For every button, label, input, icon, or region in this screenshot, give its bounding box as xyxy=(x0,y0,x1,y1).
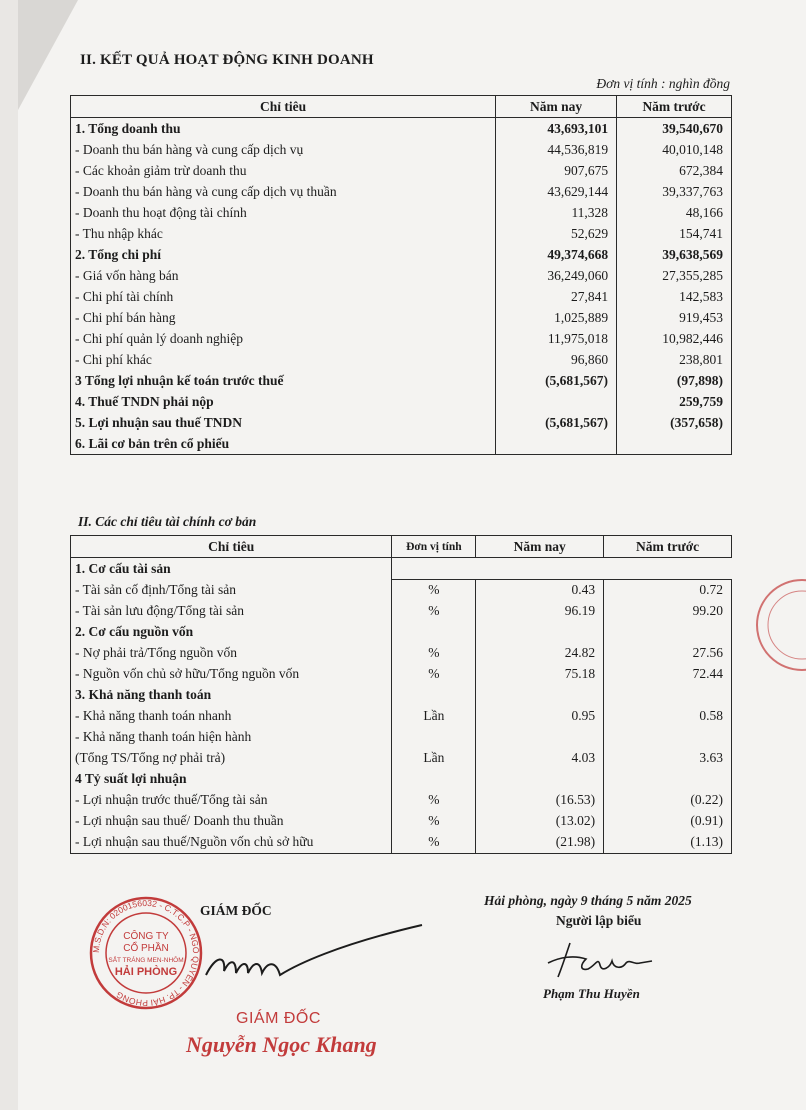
table-row xyxy=(71,601,732,622)
value-previous: 39,638,569 xyxy=(617,244,732,265)
row-label: 2. Cơ cấu nguồn vốn xyxy=(71,622,392,643)
value-current: 1,025,889 xyxy=(496,307,617,328)
row-label: (Tổng TS/Tổng nợ phải trả) xyxy=(71,748,392,769)
table-row xyxy=(71,706,732,727)
unit-cell xyxy=(392,727,476,748)
seal-line-4: HẢI PHÒNG xyxy=(114,966,178,978)
value-previous: 10,982,446 xyxy=(617,328,732,349)
value-current: 75.18 xyxy=(476,664,604,685)
value-previous: 142,583 xyxy=(617,286,732,307)
value-current xyxy=(496,391,617,412)
row-label: - Chi phí quản lý doanh nghiệp xyxy=(71,328,496,349)
company-seal xyxy=(88,895,204,1011)
value-current: 24.82 xyxy=(476,643,604,664)
unit-cell: Lần xyxy=(392,706,476,727)
value-previous: 72.44 xyxy=(604,664,732,685)
table-row xyxy=(71,727,732,748)
stamp-name: Nguyễn Ngọc Khang xyxy=(186,1032,377,1057)
table-row xyxy=(71,391,732,412)
value-previous: 48,166 xyxy=(617,202,732,223)
page-fold xyxy=(18,0,78,110)
unit-cell: % xyxy=(392,790,476,811)
row-label: - Doanh thu bán hàng và cung cấp dịch vụ xyxy=(71,139,496,160)
value-previous xyxy=(604,685,732,706)
value-current: 11,975,018 xyxy=(496,328,617,349)
value-previous: 27.56 xyxy=(604,643,732,664)
table-row xyxy=(71,748,732,769)
director-signature xyxy=(196,915,426,995)
value-current: 44,536,819 xyxy=(496,139,617,160)
table-row xyxy=(71,643,732,664)
col-header-indicator: Chỉ tiêu xyxy=(71,536,392,558)
col-header-current: Năm nay xyxy=(476,536,604,558)
table-row xyxy=(71,181,732,202)
value-current: 49,374,668 xyxy=(496,244,617,265)
unit-cell: % xyxy=(392,811,476,832)
row-label: - Khả năng thanh toán hiện hành xyxy=(71,727,392,748)
row-label: 4 Tỷ suất lợi nhuận xyxy=(71,769,392,790)
value-current xyxy=(476,622,604,643)
value-current: (5,681,567) xyxy=(496,370,617,391)
value-previous: (97,898) xyxy=(617,370,732,391)
table-row xyxy=(71,811,732,832)
ratio-table xyxy=(70,535,732,854)
row-label: - Doanh thu hoạt động tài chính xyxy=(71,202,496,223)
row-label: - Tài sản cố định/Tổng tài sản xyxy=(71,579,392,601)
col-header-current: Năm nay xyxy=(496,96,617,118)
unit-cell xyxy=(392,685,476,706)
table-row xyxy=(71,370,732,391)
preparer-signature xyxy=(540,935,660,985)
row-label: - Lợi nhuận sau thuế/ Doanh thu thuần xyxy=(71,811,392,832)
row-label: - Nguồn vốn chủ sở hữu/Tổng nguồn vốn xyxy=(71,664,392,685)
preparer-name: Phạm Thu Huyền xyxy=(543,986,640,1001)
table-row xyxy=(71,412,732,433)
value-current: 11,328 xyxy=(496,202,617,223)
row-label: - Các khoản giảm trừ doanh thu xyxy=(71,160,496,181)
row-label: 4. Thuế TNDN phải nộp xyxy=(71,391,496,412)
value-current: (21.98) xyxy=(476,832,604,854)
table-row xyxy=(71,769,732,790)
row-label: 3 Tổng lợi nhuận kế toán trước thuế xyxy=(71,370,496,391)
table-row xyxy=(71,579,732,601)
row-label: - Tài sản lưu động/Tổng tài sản xyxy=(71,601,392,622)
value-current: (13.02) xyxy=(476,811,604,832)
row-label: 1. Tổng doanh thu xyxy=(71,118,496,140)
row-label: 2. Tổng chi phí xyxy=(71,244,496,265)
value-current: (16.53) xyxy=(476,790,604,811)
value-current xyxy=(496,433,617,455)
table-row xyxy=(71,202,732,223)
unit-cell xyxy=(392,769,476,790)
row-label: - Lợi nhuận trước thuế/Tổng tài sản xyxy=(71,790,392,811)
unit-cell: % xyxy=(392,579,476,601)
value-previous: 154,741 xyxy=(617,223,732,244)
row-label: - Thu nhập khác xyxy=(71,223,496,244)
value-previous: 39,337,763 xyxy=(617,181,732,202)
table-row xyxy=(71,139,732,160)
table-row xyxy=(71,160,732,181)
row-label: 1. Cơ cấu tài sản xyxy=(71,558,392,580)
seal-outer-text: M.S.D.N: 0200156032 - C.T.C.P - NGÔ QUYỀN - TP. HẢI PHÒNG xyxy=(90,897,202,1009)
value-previous: (0.91) xyxy=(604,811,732,832)
value-current: 0.43 xyxy=(476,579,604,601)
row-label: - Nợ phải trả/Tổng nguồn vốn xyxy=(71,643,392,664)
value-current: 907,675 xyxy=(496,160,617,181)
income-table xyxy=(70,95,732,455)
value-current: 27,841 xyxy=(496,286,617,307)
value-current xyxy=(476,769,604,790)
row-label: - Khả năng thanh toán nhanh xyxy=(71,706,392,727)
seal-line-3: SẮT TRÁNG MEN-NHÔM xyxy=(108,957,184,964)
value-current: 43,629,144 xyxy=(496,181,617,202)
value-previous: 919,453 xyxy=(617,307,732,328)
value-previous: 0.72 xyxy=(604,579,732,601)
margin-seal-fragment xyxy=(742,570,806,680)
unit-cell: % xyxy=(392,601,476,622)
table-row xyxy=(71,558,732,580)
value-previous: 27,355,285 xyxy=(617,265,732,286)
row-label: 3. Khả năng thanh toán xyxy=(71,685,392,706)
table-row xyxy=(71,622,732,643)
value-previous: 0.58 xyxy=(604,706,732,727)
row-label: - Chi phí bán hàng xyxy=(71,307,496,328)
preparer-title: Người lập biểu xyxy=(556,913,642,928)
table-row xyxy=(71,664,732,685)
value-previous: (1.13) xyxy=(604,832,732,854)
value-current: 52,629 xyxy=(496,223,617,244)
section-2-title: II. Các chỉ tiêu tài chính cơ bản xyxy=(78,514,257,529)
value-current: 43,693,101 xyxy=(496,118,617,140)
value-current: 36,249,060 xyxy=(496,265,617,286)
unit-cell: Lần xyxy=(392,748,476,769)
table-row xyxy=(71,790,732,811)
row-label: 5. Lợi nhuận sau thuế TNDN xyxy=(71,412,496,433)
col-header-previous: Năm trước xyxy=(604,536,732,558)
value-current: 4.03 xyxy=(476,748,604,769)
row-label: - Lợi nhuận sau thuế/Nguồn vốn chủ sở hữu xyxy=(71,832,392,854)
table-row xyxy=(71,328,732,349)
place-date: Hải phòng, ngày 9 tháng 5 năm 2025 xyxy=(484,893,692,908)
value-current xyxy=(476,685,604,706)
director-title: GIÁM ĐỐC xyxy=(200,903,272,918)
value-previous: 3.63 xyxy=(604,748,732,769)
value-previous: 672,384 xyxy=(617,160,732,181)
stamp-title: GIÁM ĐỐC xyxy=(236,1010,321,1027)
value-current: (5,681,567) xyxy=(496,412,617,433)
table-row xyxy=(71,286,732,307)
unit-cell xyxy=(392,622,476,643)
value-current: 96.19 xyxy=(476,601,604,622)
unit-cell: % xyxy=(392,664,476,685)
value-current xyxy=(476,727,604,748)
table-row xyxy=(71,244,732,265)
table-row xyxy=(71,118,732,140)
value-previous: 259,759 xyxy=(617,391,732,412)
col-header-previous: Năm trước xyxy=(617,96,732,118)
col-header-indicator: Chỉ tiêu xyxy=(71,96,496,118)
value-current: 96,860 xyxy=(496,349,617,370)
value-current: 0.95 xyxy=(476,706,604,727)
value-previous: 238,801 xyxy=(617,349,732,370)
table-row xyxy=(71,349,732,370)
seal-line-1: CÔNG TY xyxy=(123,931,169,942)
table-row xyxy=(71,307,732,328)
row-label: 6. Lãi cơ bản trên cổ phiếu xyxy=(71,433,496,455)
col-header-unit: Đơn vị tính xyxy=(392,536,476,558)
value-previous: 99.20 xyxy=(604,601,732,622)
table-row xyxy=(71,433,732,455)
unit-cell: % xyxy=(392,643,476,664)
row-label: - Chi phí tài chính xyxy=(71,286,496,307)
unit-note: Đơn vị tính : nghìn đồng xyxy=(596,76,730,91)
page-title: II. KẾT QUẢ HOẠT ĐỘNG KINH DOANH xyxy=(80,52,374,68)
seal-line-2: CỔ PHẦN xyxy=(123,943,169,954)
table-row xyxy=(71,265,732,286)
row-label: - Chi phí khác xyxy=(71,349,496,370)
table-row xyxy=(71,832,732,854)
value-previous xyxy=(604,727,732,748)
unit-cell: % xyxy=(392,832,476,854)
value-previous: 39,540,670 xyxy=(617,118,732,140)
value-previous: (357,658) xyxy=(617,412,732,433)
value-previous xyxy=(604,769,732,790)
value-previous: (0.22) xyxy=(604,790,732,811)
table-row xyxy=(71,223,732,244)
row-label: - Giá vốn hàng bán xyxy=(71,265,496,286)
value-previous xyxy=(604,622,732,643)
value-previous: 40,010,148 xyxy=(617,139,732,160)
table-row xyxy=(71,685,732,706)
value-previous xyxy=(617,433,732,455)
row-label: - Doanh thu bán hàng và cung cấp dịch vụ thuần xyxy=(71,181,496,202)
